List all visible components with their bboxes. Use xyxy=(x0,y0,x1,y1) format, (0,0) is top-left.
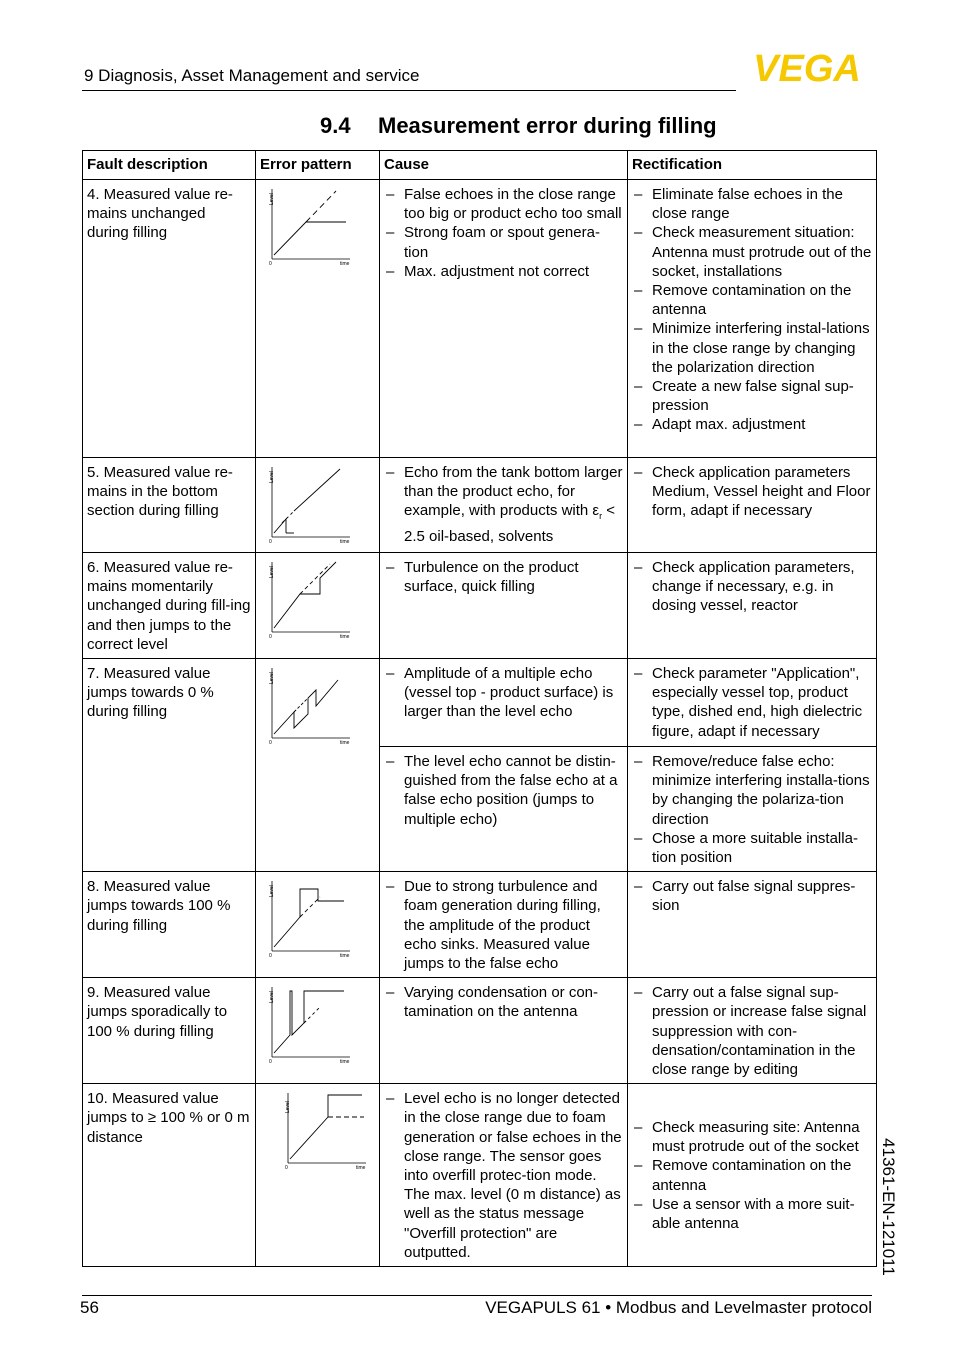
error-pattern-chart-8 xyxy=(260,877,370,957)
axis-origin: 0 xyxy=(269,1059,272,1064)
axis-origin: 0 xyxy=(269,634,272,638)
table-row xyxy=(83,872,877,978)
table-row xyxy=(83,659,877,747)
axis-origin: 0 xyxy=(269,953,272,958)
rectification-cell: – Check application parameters Medium, Vessel height and Floor form, adapt if necessary xyxy=(628,458,877,553)
cause-cell: – Varying condensation or con-tamination on the antenna xyxy=(380,978,628,1084)
error-pattern-chart-4 xyxy=(260,185,370,265)
fault-description: 6. Measured value re-mains momentarily unchanged during fill-ing and then jumps to the correct level xyxy=(83,553,256,659)
fault-description: 10. Measured value jumps to ≥ 100 % or 0 m distance xyxy=(83,1084,256,1267)
table-header-row xyxy=(83,151,877,180)
axis-label-y: Level xyxy=(269,566,275,578)
axis-label-y: Level xyxy=(269,193,275,205)
fault-description: 5. Measured value re-mains in the bottom section during filling xyxy=(83,458,256,553)
cause-cell: – False echoes in the close range too big or product echo too small – Strong foam or spout genera-tion – Max. adjustment not correct xyxy=(380,180,628,458)
vega-logo xyxy=(742,52,872,84)
error-pattern xyxy=(256,180,380,458)
rectification-cell: – Carry out false signal suppres-sion xyxy=(628,872,877,978)
axis-label-x: time xyxy=(340,634,350,638)
rectification-cell: – Carry out a false signal sup-pression or increase false signal suppression with con-densation/contamination in the close range by editing xyxy=(628,978,877,1084)
fault-description: 8. Measured value jumps towards 100 % during filling xyxy=(83,872,256,978)
footer-document-title: VEGAPULS 61 • Modbus and Levelmaster protocol xyxy=(485,1298,872,1317)
error-pattern xyxy=(256,978,380,1084)
rectification-cell: – Remove/reduce false echo: minimize interfering installa-tions by changing the polariza-tion direction – Chose a more suitable installa-tion position xyxy=(628,747,877,872)
table-row xyxy=(83,180,877,458)
chapter-header: 9 Diagnosis, Asset Management and service xyxy=(84,66,420,85)
cause-cell: – Turbulence on the product surface, quick filling xyxy=(380,553,628,659)
error-pattern-chart-10 xyxy=(276,1089,386,1169)
cause-cell: – Echo from the tank bottom larger than the product echo, for example, with products with $\varepsilon_r < 2.5$ oil-based, solvents xyxy=(380,458,628,553)
rectification-cell: – Check application parameters, change if necessary, e.g. in dosing vessel, reactor xyxy=(628,553,877,659)
cause-cell: – Level echo is no longer detected in the close range due to foam generation or false echoes in the close range. The sensor goes into overfill protec-tion mode. The max. level (0 m distance) as well as the status message "Overfill protection" are outputted. xyxy=(380,1084,628,1267)
error-pattern-chart-5 xyxy=(260,463,370,543)
error-pattern xyxy=(256,1084,380,1267)
header-rule xyxy=(82,90,736,91)
col-header-rectification: Rectification xyxy=(628,151,877,180)
axis-origin: 0 xyxy=(285,1165,288,1170)
footer-rule xyxy=(82,1295,872,1296)
error-pattern-chart-7 xyxy=(260,664,370,744)
page-number: 56 xyxy=(80,1298,99,1317)
axis-label-x: time xyxy=(340,1059,350,1064)
axis-label-y: Level xyxy=(269,672,275,685)
table-row xyxy=(83,978,877,1084)
error-pattern-chart-6 xyxy=(260,558,370,638)
fault-description: 7. Measured value jumps towards 0 % during filling xyxy=(83,659,256,872)
cause-cell: – The level echo cannot be distin-guished from the false echo at a false echo position (jumps to multiple echo) xyxy=(380,747,628,872)
section-heading xyxy=(320,113,717,139)
col-header-pattern: Error pattern xyxy=(256,151,380,180)
axis-label-y: Level xyxy=(285,1101,291,1114)
error-pattern xyxy=(256,872,380,978)
error-pattern xyxy=(256,458,380,553)
fault-description: 9. Measured value jumps sporadically to 100 % during filling xyxy=(83,978,256,1084)
cause-cell: – Due to strong turbulence and foam generation during filling, the amplitude of the product echo sinks. Measured value jumps to the false echo xyxy=(380,872,628,978)
axis-label-x: time xyxy=(340,261,350,265)
fault-description: 4. Measured value re-mains unchanged during filling xyxy=(83,180,256,458)
rectification-cell: – Check measuring site: Antenna must protrude out of the socket – Remove contamination on the antenna – Use a sensor with a more suit-able antenna xyxy=(628,1084,877,1267)
section-title: Measurement error during filling xyxy=(378,113,717,138)
axis-origin: 0 xyxy=(269,740,272,745)
axis-label-x: time xyxy=(340,539,350,543)
error-pattern xyxy=(256,659,380,872)
col-header-fault: Fault description xyxy=(83,151,256,180)
table-row xyxy=(83,1084,877,1267)
error-table xyxy=(82,150,877,1267)
axis-label-y: Level xyxy=(269,471,275,483)
axis-label-y: Level xyxy=(269,885,275,898)
rectification-cell: – Eliminate false echoes in the close range – Check measurement situation: Antenna must protrude out of the socket, installations – Remove contamination on the antenna – Minimize interfering instal-lations in the close range by changing the polarization direction – Create a new false signal sup-pression – Adapt max. adjustment xyxy=(628,180,877,458)
table-row xyxy=(83,458,877,553)
logo-text: VEGA xyxy=(753,52,861,84)
document-code: 41361-EN-121011 xyxy=(879,1138,898,1276)
error-pattern xyxy=(256,553,380,659)
error-pattern-chart-9 xyxy=(260,983,370,1063)
col-header-cause: Cause xyxy=(380,151,628,180)
section-number: 9.4 xyxy=(320,113,351,138)
axis-origin: 0 xyxy=(269,261,272,265)
axis-label-x: time xyxy=(340,740,350,745)
axis-label-x: time xyxy=(356,1165,366,1170)
rectification-cell: – Check parameter "Application", especially vessel top, product type, dished end, high dielectric figure, adapt if necessary xyxy=(628,659,877,747)
cause-cell: – Amplitude of a multiple echo (vessel top - product surface) is larger than the level echo xyxy=(380,659,628,747)
table-row xyxy=(83,553,877,659)
axis-label-x: time xyxy=(340,953,350,958)
axis-origin: 0 xyxy=(269,539,272,543)
axis-label-y: Level xyxy=(269,991,275,1004)
